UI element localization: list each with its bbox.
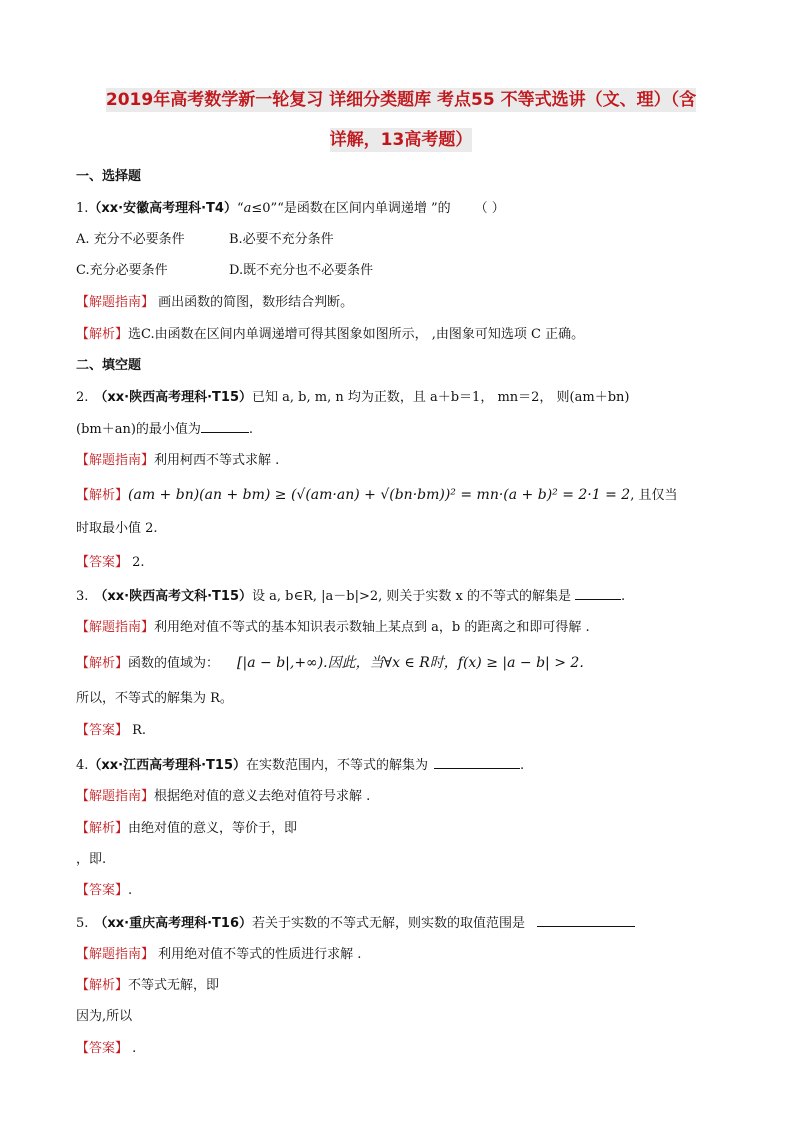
question-source: （xx·重庆高考理科·T16） — [94, 916, 253, 931]
answer-label: 【答案】 — [76, 883, 129, 898]
stem-text: 在实数范围内，不等式的解集为 — [246, 758, 429, 773]
question-1-analysis — [76, 326, 584, 344]
analysis-label: 【解析】 — [76, 821, 129, 836]
question-5-stem — [76, 914, 635, 933]
guide-text: 利用绝对值不等式的性质进行求解 . — [154, 947, 362, 962]
stem-text: 若关于实数的不等式无解，则实数的取值范围是 — [252, 916, 526, 931]
answer-text: 2. — [128, 555, 145, 570]
option-a: A. 充分不必要条件 — [76, 232, 185, 247]
stem-text: (bm＋an)的最小值为 — [76, 422, 201, 437]
question-1-stem — [76, 200, 505, 218]
document-page — [76, 80, 726, 160]
option-b: B.必要不充分条件 — [229, 232, 334, 247]
answer-blank — [201, 420, 249, 433]
question-number: 2. — [76, 390, 89, 405]
analysis-label: 【解析】 — [76, 978, 129, 993]
stem-variable: a — [243, 201, 252, 216]
question-number: 4. — [76, 758, 89, 773]
answer-blank — [537, 914, 635, 927]
analysis-label: 【解析】 — [76, 327, 129, 342]
question-2-answer — [76, 554, 145, 572]
stem-text: 已知 a, b, m, n 均为正数，且 a＋b＝1， mn＝2， 则(am＋bn) — [252, 390, 630, 405]
answer-paren: （ ） — [474, 201, 505, 216]
answer-label: 【答案】 — [76, 723, 129, 738]
formula: [|a − b|,+∞).因此，当∀x ∈ R时，f(x) ≥ |a − b| > 2. — [237, 655, 584, 671]
question-4-answer — [76, 882, 132, 900]
question-5-answer — [76, 1040, 136, 1058]
stem-text: . — [248, 422, 254, 437]
section-heading-fill: 二、填空题 — [76, 358, 142, 373]
guide-text: 根据绝对值的意义去绝对值符号求解 . — [154, 789, 371, 804]
analysis-label: 【解析】 — [76, 488, 129, 503]
question-source: （xx·安徽高考理科·T4） — [88, 201, 237, 216]
stem-text: . — [520, 758, 525, 773]
analysis-label: 【解析】 — [76, 656, 129, 671]
question-1-guide — [76, 294, 353, 312]
analysis-text: , 且仅当 — [630, 488, 678, 503]
guide-label: 【解题指南】 — [76, 295, 155, 310]
question-5-analysis — [76, 977, 219, 995]
question-number: 1. — [76, 201, 89, 216]
question-2-analysis-cont: 时取最小值 2. — [76, 521, 158, 536]
question-3-answer — [76, 722, 146, 740]
analysis-text: 由绝对值的意义，等价于，即 — [128, 821, 298, 836]
question-3-analysis — [76, 654, 584, 673]
title-line-2: 详解，13高考题） — [329, 130, 473, 150]
stem-text: ≤0”“是函数在区间内单调递增 ”的 — [251, 201, 451, 216]
question-5-analysis-cont: 因为,所以 — [76, 1009, 133, 1024]
answer-blank — [575, 587, 621, 600]
analysis-text: 选C.由函数在区间内单调递增可得其图象如图所示， ,由图象可知选项 C 正确。 — [128, 327, 585, 342]
question-source: （xx·陕西高考文科·T15） — [94, 589, 253, 604]
question-3-analysis-cont: 所以，不等式的解集为 R。 — [76, 691, 233, 706]
answer-blank — [434, 756, 520, 769]
guide-label: 【解题指南】 — [76, 789, 155, 804]
stem-text: 设 a, b∈R, |a－b|>2, 则关于实数 x 的不等式的解集是 — [252, 589, 572, 604]
answer-label: 【答案】 — [76, 1041, 129, 1056]
question-2-guide — [76, 452, 279, 470]
question-4-analysis — [76, 820, 297, 838]
question-number: 5. — [76, 916, 89, 931]
question-5-guide — [76, 946, 361, 964]
answer-text: R. — [128, 723, 147, 738]
question-source: （xx·陕西高考理科·T15） — [94, 390, 253, 405]
question-4-stem — [76, 756, 524, 775]
section-heading-choice: 一、选择题 — [76, 169, 142, 184]
question-source: （xx·江西高考理科·T15） — [88, 758, 247, 773]
question-4-guide — [76, 788, 370, 806]
option-c: C.充分必要条件 — [76, 263, 168, 278]
question-2-analysis — [76, 486, 677, 505]
option-d: D.既不充分也不必要条件 — [229, 263, 374, 278]
guide-label: 【解题指南】 — [76, 453, 155, 468]
guide-text: 利用绝对值不等式的基本知识表示数轴上某点到 a，b 的距离之和即可得解 . — [154, 620, 590, 635]
stem-text: “ — [236, 201, 244, 216]
stem-text: . — [621, 589, 626, 604]
answer-text: . — [128, 883, 133, 898]
analysis-text: 不等式无解，即 — [128, 978, 220, 993]
answer-label: 【答案】 — [76, 555, 129, 570]
analysis-text: 函数的值域为： — [128, 656, 220, 671]
title-line-1: 2019年高考数学新一轮复习 详细分类题库 考点55 不等式选讲（文、理）（含 — [105, 90, 697, 110]
guide-label: 【解题指南】 — [76, 947, 155, 962]
question-2-stem — [76, 389, 629, 407]
document-title — [76, 80, 726, 160]
formula: (am + bn)(an + bm) ≥ (√(am·an) + √(bn·bm))² = mn·(a + b)² = 2·1 = 2 — [128, 487, 631, 503]
guide-text: 利用柯西不等式求解 . — [154, 453, 280, 468]
question-number: 3. — [76, 589, 89, 604]
guide-text: 画出函数的简图，数形结合判断。 — [154, 295, 354, 310]
question-2-stem-cont — [76, 420, 253, 439]
guide-label: 【解题指南】 — [76, 620, 155, 635]
question-4-analysis-cont: ，即. — [76, 852, 107, 867]
question-3-guide — [76, 619, 590, 637]
answer-text: . — [128, 1041, 137, 1056]
question-3-stem — [76, 587, 625, 606]
